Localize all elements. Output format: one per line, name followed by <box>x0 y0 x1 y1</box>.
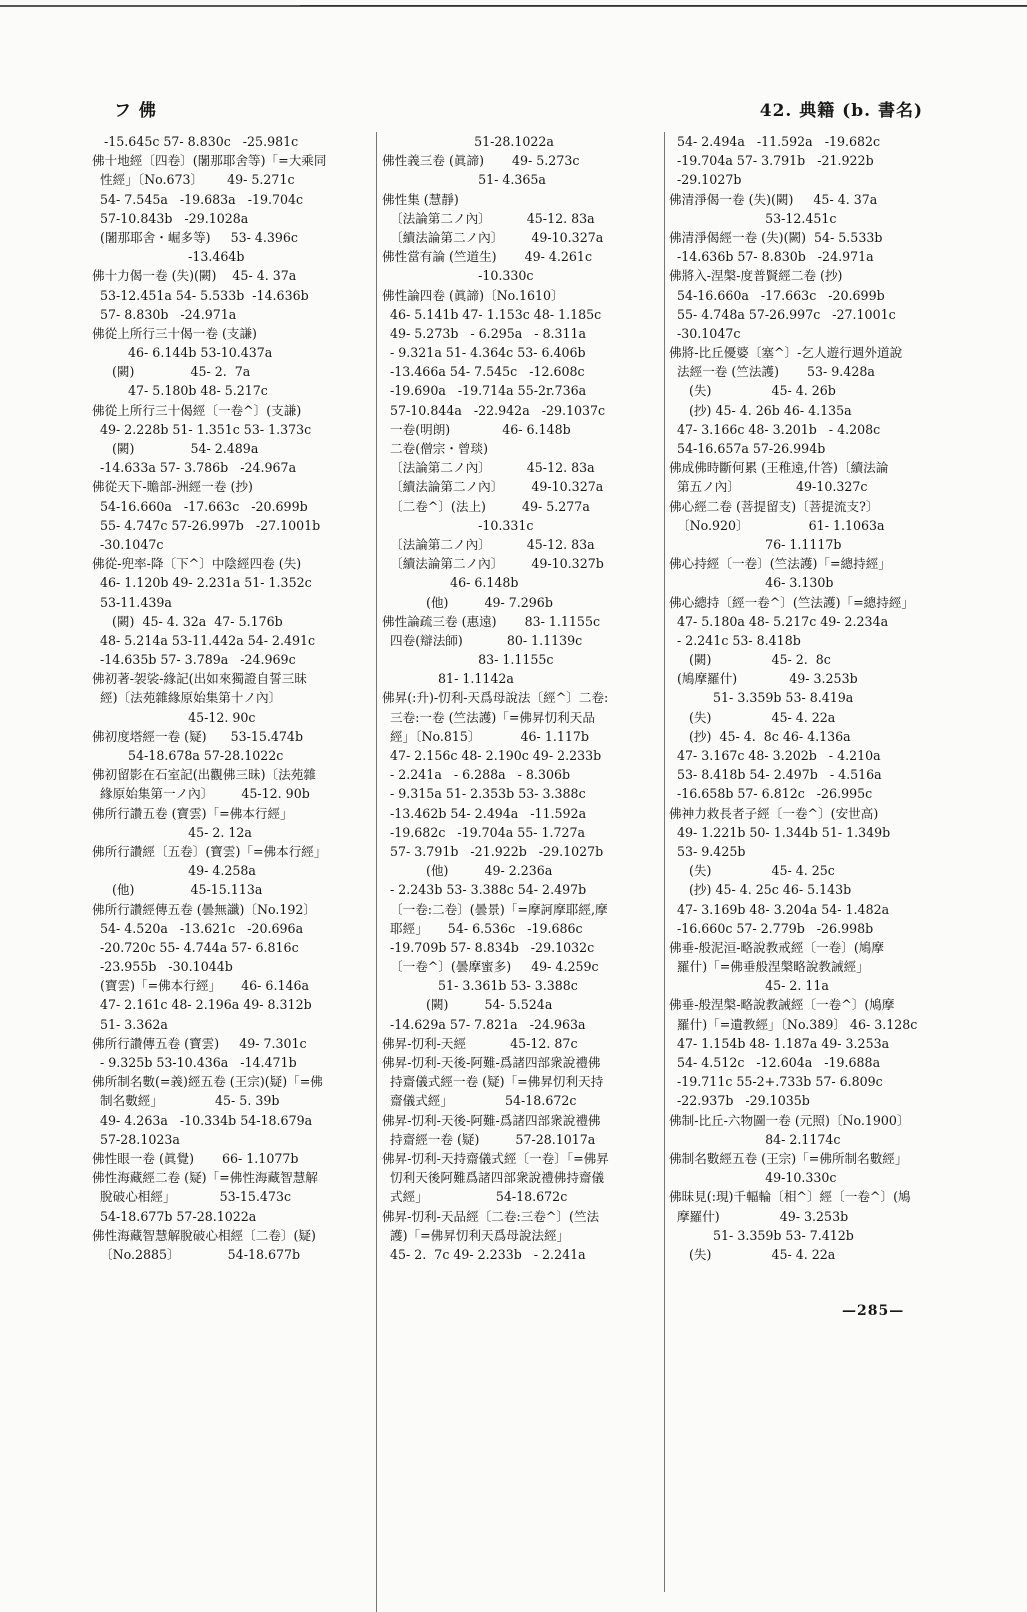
index-line: 54- 2.494a -11.592a -19.682c <box>669 134 881 149</box>
index-line: (闍那耶舍・崛多等) 53- 4.396c <box>92 229 298 245</box>
index-line: - 9.315a 51- 2.353b 53- 3.388c <box>382 786 586 802</box>
index-line: - 2.243b 53- 3.388c 54- 2.497b <box>382 882 587 898</box>
index-line: 忉利天後阿難爲諸四部衆說禮佛持齋儀 <box>382 1170 605 1186</box>
index-line: 54-16.657a 57-26.994b <box>669 441 826 456</box>
index-line: 53- 9.425b <box>669 843 746 859</box>
index-line: 佛成佛時斷何累 (王稚遠,什答)〔續法論 <box>669 460 889 476</box>
index-line: -19.709b 57- 8.834b -29.1032c <box>382 939 595 955</box>
index-line: 51- 3.361b 53- 3.388c <box>382 978 578 994</box>
index-line: 57-10.844a -22.942a -29.1037c <box>382 402 606 418</box>
index-line: 57-10.843b -29.1028a <box>92 210 249 226</box>
index-line: 47- 3.169b 48- 3.204a 54- 1.482a <box>669 901 890 917</box>
index-line: 84- 2.1174c <box>669 1131 841 1147</box>
index-line: 佛所行讚經傳五卷 (曇無讖)〔No.192〕 <box>92 901 316 917</box>
index-line: 49- 5.273b - 6.295a - 8.311a <box>382 325 587 341</box>
index-line: 佛所行讚五卷 (寶雲)「=佛本行經」 <box>92 805 293 821</box>
index-line: 49- 4.263a -10.334b 54-18.679a <box>92 1112 313 1128</box>
index-line: -14.629a 57- 7.821a -24.963a <box>382 1016 586 1032</box>
index-line: 51- 4.365a <box>382 172 546 188</box>
top-rule-secondary <box>300 5 1027 6</box>
index-line: 三卷:一卷 (竺法護)「=佛昇忉利天品 <box>382 709 595 725</box>
index-line: -20.720c 55- 4.744a 57- 6.816c <box>92 939 299 955</box>
index-line: 〔續法論第二ノ內〕 49-10.327b <box>382 556 604 572</box>
index-line: (鳩摩羅什) 49- 3.253b <box>669 671 858 687</box>
index-line: 佛昇-忉利-天品經〔二卷:三卷^〕(竺法 <box>382 1208 600 1224</box>
index-line: 53-11.439a <box>92 594 172 610</box>
header-left: フ 佛 <box>114 101 157 121</box>
index-line: 佛昇-忉利-天後-阿難-爲諸四部衆說禮佛 <box>382 1112 601 1128</box>
index-line: 53-12.451a 54- 5.533b -14.636b <box>92 287 309 303</box>
index-line: 佛性義三卷 (眞諦) 49- 5.273c <box>382 153 580 169</box>
index-line: 佛心經二卷 (菩提留支)〔菩提流支?〕 <box>669 498 879 514</box>
index-line: -14.633a 57- 3.786b -24.967a <box>92 460 297 476</box>
index-line: - 9.325b 53-10.436a -14.471b <box>92 1055 297 1070</box>
index-line: 佛心總持〔經一卷^〕(竺法護)「=總持經」 <box>669 594 915 610</box>
index-line: -16.658b 57- 6.812c -26.995c <box>669 786 873 802</box>
index-line: 76- 1.1117b <box>669 536 842 552</box>
index-line: 四卷(辯法師) 80- 1.1139c <box>382 632 583 648</box>
index-line: 〔法論第二ノ內〕 45-12. 83a <box>382 460 595 476</box>
index-line: 49- 1.221b 50- 1.344b 51- 1.349b <box>669 824 891 840</box>
index-line: 佛初留影在石室記(出觀佛三昧)〔法苑雜 <box>92 767 316 783</box>
index-line: (失) 45- 4. 26b <box>669 383 836 399</box>
column-3 <box>669 132 957 1264</box>
index-line: 佛所制名數(=義)經五卷 (王宗)(疑)「=佛 <box>92 1074 323 1090</box>
index-line: -19.690a -19.714a 55-2r.736a <box>382 383 587 399</box>
index-line: 式經」 54-18.672c <box>382 1189 568 1205</box>
index-line: (抄) 45- 4. 26b 46- 4.135a <box>669 402 852 418</box>
index-line: 47- 5.180a 48- 5.217c 49- 2.234a <box>669 613 889 629</box>
index-line: 佛性海藏智慧解脫破心相經〔二卷〕(疑) <box>92 1227 316 1243</box>
index-line: 佛清淨偈經一卷 (失)(闕) 54- 5.533b <box>669 229 883 245</box>
index-line: 佛垂-般泥洹-略說教戒經〔一卷〕(鳩摩 <box>669 939 884 955</box>
index-line: 佛昇-忉利-天經 45-12. 87c <box>382 1035 578 1051</box>
index-line: 佛制-比丘-六物圖一卷 (元照)〔No.1900〕 <box>669 1112 910 1128</box>
index-line: 羅什)「=遺教經」〔No.389〕 46- 3.128c <box>669 1016 918 1032</box>
index-line: (失) 45- 4. 22a <box>669 1246 836 1262</box>
index-line: 齋儀式經」 54-18.672c <box>382 1093 577 1109</box>
index-line: 57- 8.830b -24.971a <box>92 306 237 322</box>
index-line: (抄) 45- 4. 25c 46- 5.143b <box>669 882 852 898</box>
index-line: 二卷(僧宗・曾琰) <box>382 441 488 456</box>
index-line: -29.1027b <box>669 172 742 188</box>
index-line: 佛昧見(:現)千輻輪〔相^〕經〔一卷^〕(鳩 <box>669 1189 911 1205</box>
index-line: -30.1047c <box>669 325 741 341</box>
index-line: -10.331c <box>382 517 534 533</box>
column-2 <box>382 132 670 1264</box>
index-line: (他) 49- 2.236a <box>382 863 553 879</box>
index-line: 46- 1.120b 49- 2.231a 51- 1.352c <box>92 575 312 591</box>
index-line: -19.682c -19.704a 55- 1.727a <box>382 824 586 840</box>
index-line: (闕) 54- 2.489a <box>92 441 259 456</box>
index-line: 佛從上所行三十偈一卷 (支謙) <box>92 325 257 341</box>
index-line: 54-18.678a 57-28.1022c <box>92 748 284 763</box>
index-line: -10.330c <box>382 268 534 284</box>
index-line: 55- 4.748a 57-26.997c -27.1001c <box>669 306 896 322</box>
index-line: 〔二卷^〕(法上) 49- 5.277a <box>382 498 590 514</box>
index-line: (寶雲)「=佛本行經」 46- 6.146a <box>92 978 309 994</box>
index-line: 〔一卷^〕(曇摩蜜多) 49- 4.259c <box>382 959 599 975</box>
index-line: -14.636b 57- 8.830b -24.971a <box>669 249 874 265</box>
index-line: 55- 4.747c 57-26.997b -27.1001b <box>92 517 321 533</box>
index-line: 54-18.677b 57-28.1022a <box>92 1208 257 1224</box>
index-line: -19.711c 55-2+.733b 57- 6.809c <box>669 1074 883 1090</box>
index-line: (失) 45- 4. 25c <box>669 863 835 879</box>
index-line: (抄) 45- 4. 8c 46- 4.136a <box>669 728 851 744</box>
index-line: 51-28.1022a <box>382 134 554 149</box>
index-line: 佛從-兜率-降〔下^〕中陰經四卷 (失) <box>92 556 302 572</box>
index-line: 54- 4.512c -12.604a -19.688a <box>669 1055 881 1070</box>
index-line: -30.1047c <box>92 536 164 552</box>
index-line: 〔法論第二ノ內〕 45-12. 83a <box>382 210 595 226</box>
index-line: - 2.241c 53- 8.418b <box>669 632 801 648</box>
index-line: 49- 4.258a <box>92 863 256 879</box>
index-line: 54- 4.520a -13.621c -20.696a <box>92 920 304 936</box>
index-line: 佛性當有論 (竺道生) 49- 4.261c <box>382 249 592 265</box>
index-line: 54-16.660a -17.663c -20.699b <box>669 287 885 303</box>
index-line: 54- 7.545a -19.683a -19.704c <box>92 191 304 207</box>
index-line: 45- 2. 11a <box>669 978 829 994</box>
column-1 <box>92 132 380 1264</box>
index-line: 49- 2.228b 51- 1.351c 53- 1.373c <box>92 421 312 437</box>
index-line: 佛清淨偈一卷 (失)(闕) 45- 4. 37a <box>669 191 878 207</box>
index-line: 經)〔法苑雜緣原始集第十ノ內〕 <box>92 690 282 706</box>
index-line: (闕) 45- 4. 32a 47- 5.176b <box>92 613 283 629</box>
index-line: 佛性眼一卷 (眞覺) 66- 1.1077b <box>92 1150 299 1166</box>
index-line: 48- 5.214a 53-11.442a 54- 2.491c <box>92 632 316 648</box>
index-line: 49-10.330c <box>669 1170 837 1186</box>
index-line: 耶經」 54- 6.536c -19.686c <box>382 920 583 936</box>
index-line: 制名數經」 45- 5. 39b <box>92 1093 280 1109</box>
index-line: 佛心持經〔一卷〕(竺法護)「=總持經」 <box>669 556 891 572</box>
index-line: 佛制名數經五卷 (王宗)「=佛所制名數經」 <box>669 1150 908 1166</box>
index-line: -13.464b <box>92 249 245 265</box>
index-line: 佛性海藏經二卷 (疑)「=佛性海藏智慧解 <box>92 1170 318 1186</box>
index-line: 佛十力偈一卷 (失)(闕) 45- 4. 37a <box>92 268 297 284</box>
index-line: 53- 8.418b 54- 2.497b - 4.516a <box>669 767 882 783</box>
index-line: 佛所行讚傳五卷 (寶雲) 49- 7.301c <box>92 1035 307 1051</box>
index-line: 佛將-比丘優婆〔塞^〕-乞人遊行週外道說 <box>669 345 903 361</box>
index-line: 46- 3.130b <box>669 575 834 591</box>
index-line: 佛所行讚經〔五卷〕(寶雲)「=佛本行經」 <box>92 843 327 859</box>
index-line: (他) 45-15.113a <box>92 882 263 898</box>
index-line: 45- 2. 7c 49- 2.233b - 2.241a <box>382 1246 586 1262</box>
index-line: 佛初度塔經一卷 (疑) 53-15.474b <box>92 728 304 744</box>
index-line: 佛初著-袈裟-緣記(出如來獨證自誓三昧 <box>92 671 307 687</box>
index-line: -22.937b -29.1035b <box>669 1093 810 1109</box>
index-line: - 9.321a 51- 4.364c 53- 6.406b <box>382 345 586 361</box>
index-line: 83- 1.1155c <box>382 652 554 668</box>
index-line: 佛昇-忉利-天後-阿難-爲諸四部衆說禮佛 <box>382 1055 601 1070</box>
index-line: 佛性論疏三卷 (惠遠) 83- 1.1155c <box>382 613 601 629</box>
index-line: 81- 1.1142a <box>382 671 514 687</box>
index-line: 47- 2.156c 48- 2.190c 49- 2.233b <box>382 748 602 763</box>
index-line: 51- 3.359b 53- 7.412b <box>669 1227 854 1243</box>
index-line: 〔No.920〕 61- 1.1063a <box>669 517 885 533</box>
index-line: -19.704a 57- 3.791b -21.922b <box>669 153 874 169</box>
index-line: 持齋儀式經一卷 (疑)「=佛昇忉利天持 <box>382 1074 604 1090</box>
index-line: 57- 3.791b -21.922b -29.1027b <box>382 843 604 859</box>
index-line: (他) 49- 7.296b <box>382 594 553 610</box>
index-line: 46- 6.144b 53-10.437a <box>92 345 273 361</box>
index-line: 57-28.1023a <box>92 1131 180 1147</box>
index-line: 〔續法論第二ノ內〕 49-10.327a <box>382 229 604 245</box>
index-line: 〔續法論第二ノ內〕 49-10.327a <box>382 479 604 495</box>
index-line: 47- 5.180b 48- 5.217c <box>92 383 268 399</box>
index-line: 佛性論四卷 (眞諦)〔No.1610〕 <box>382 287 564 303</box>
index-line: (闕) 45- 2. 8c <box>669 652 831 668</box>
header-right: 42. 典籍 (b. 書名) <box>759 101 923 121</box>
index-line: (闕) 45- 2. 7a <box>92 364 251 380</box>
index-line: 佛性集 (慧靜) <box>382 191 459 207</box>
index-line: 第五ノ內〕 49-10.327c <box>669 479 868 495</box>
index-line: 47- 3.167c 48- 3.202b - 4.210a <box>669 748 881 763</box>
index-line: 佛從天下-贍部-洲經一卷 (抄) <box>92 479 253 495</box>
index-line: 佛將入-涅槃-度普賢經二卷 (抄) <box>669 268 843 284</box>
index-line: 佛昇(:升)-忉利-天爲母說法〔經^〕二卷: <box>382 690 609 706</box>
index-line: 47- 2.161c 48- 2.196a 49- 8.312b <box>92 997 312 1013</box>
index-line: 羅什)「=佛垂般涅槃略說教誡經」 <box>669 959 869 975</box>
index-line: 46- 6.148b <box>382 575 519 591</box>
index-line: 佛昇-忉利-天持齋儀式經〔一卷〕「=佛昇 <box>382 1150 609 1166</box>
index-line: 緣原始集第一ノ內〕 45-12. 90b <box>92 786 310 802</box>
index-line: -13.462b 54- 2.494a -11.592a <box>382 805 587 821</box>
index-line: (闕) 54- 5.524a <box>382 997 553 1013</box>
index-line: 佛從上所行三十偈經〔一卷^〕(支謙) <box>92 402 302 418</box>
index-line: 〔No.2885〕 54-18.677b <box>92 1246 301 1262</box>
index-line: 性經」〔No.673〕 49- 5.271c <box>92 172 295 188</box>
index-line: 脫破心相經」 53-15.473c <box>92 1189 292 1205</box>
index-line: 佛十地經〔四卷〕(闍那耶舍等)「=大乘同 <box>92 153 327 169</box>
index-line: 佛垂-般涅槃-略說教誡經〔一卷^〕(鳩摩 <box>669 997 895 1013</box>
index-line: 佛神力救長者子經〔一卷^〕(安世高) <box>669 805 879 821</box>
index-line: 46- 5.141b 47- 1.153c 48- 1.185c <box>382 306 602 322</box>
index-line: 51- 3.362a <box>92 1016 168 1032</box>
page-number: —285— <box>842 1303 905 1319</box>
index-line: 53-12.451c <box>669 210 837 226</box>
index-line: 法經一卷 (竺法護) 53- 9.428a <box>669 364 875 380</box>
index-line: 〔法論第二ノ內〕 45-12. 83a <box>382 536 595 552</box>
index-line: - 2.241a - 6.288a - 8.306b <box>382 767 571 783</box>
index-line: 54-16.660a -17.663c -20.699b <box>92 498 308 514</box>
index-line: 護)「=佛昇忉利天爲母說法經」 <box>382 1227 570 1243</box>
index-line: -15.645c 57- 8.830c -25.981c <box>92 134 299 149</box>
index-line: -16.660c 57- 2.779b -26.998b <box>669 920 874 936</box>
index-line: 45- 2. 12a <box>92 824 252 840</box>
index-line: (失) 45- 4. 22a <box>669 709 836 725</box>
index-line: -14.635b 57- 3.789a -24.969c <box>92 652 296 668</box>
index-line: -13.466a 54- 7.545c -12.608c <box>382 364 585 380</box>
index-line: 〔一卷:二卷〕(曇景)「=摩訶摩耶經,摩 <box>382 901 608 917</box>
index-line: -23.955b -30.1044b <box>92 959 233 975</box>
index-line: 45-12. 90c <box>92 709 256 725</box>
index-line: 經」〔No.815〕 46- 1.117b <box>382 728 589 744</box>
index-line: 持齋經一卷 (疑) 57-28.1017a <box>382 1131 596 1147</box>
index-line: 一卷(明朗) 46- 6.148b <box>382 421 571 437</box>
index-line: 47- 1.154b 48- 1.187a 49- 3.253a <box>669 1035 890 1051</box>
index-line: 摩羅什) 49- 3.253b <box>669 1208 849 1224</box>
index-line: 47- 3.166c 48- 3.201b - 4.208c <box>669 421 881 437</box>
index-line: 51- 3.359b 53- 8.419a <box>669 690 854 706</box>
